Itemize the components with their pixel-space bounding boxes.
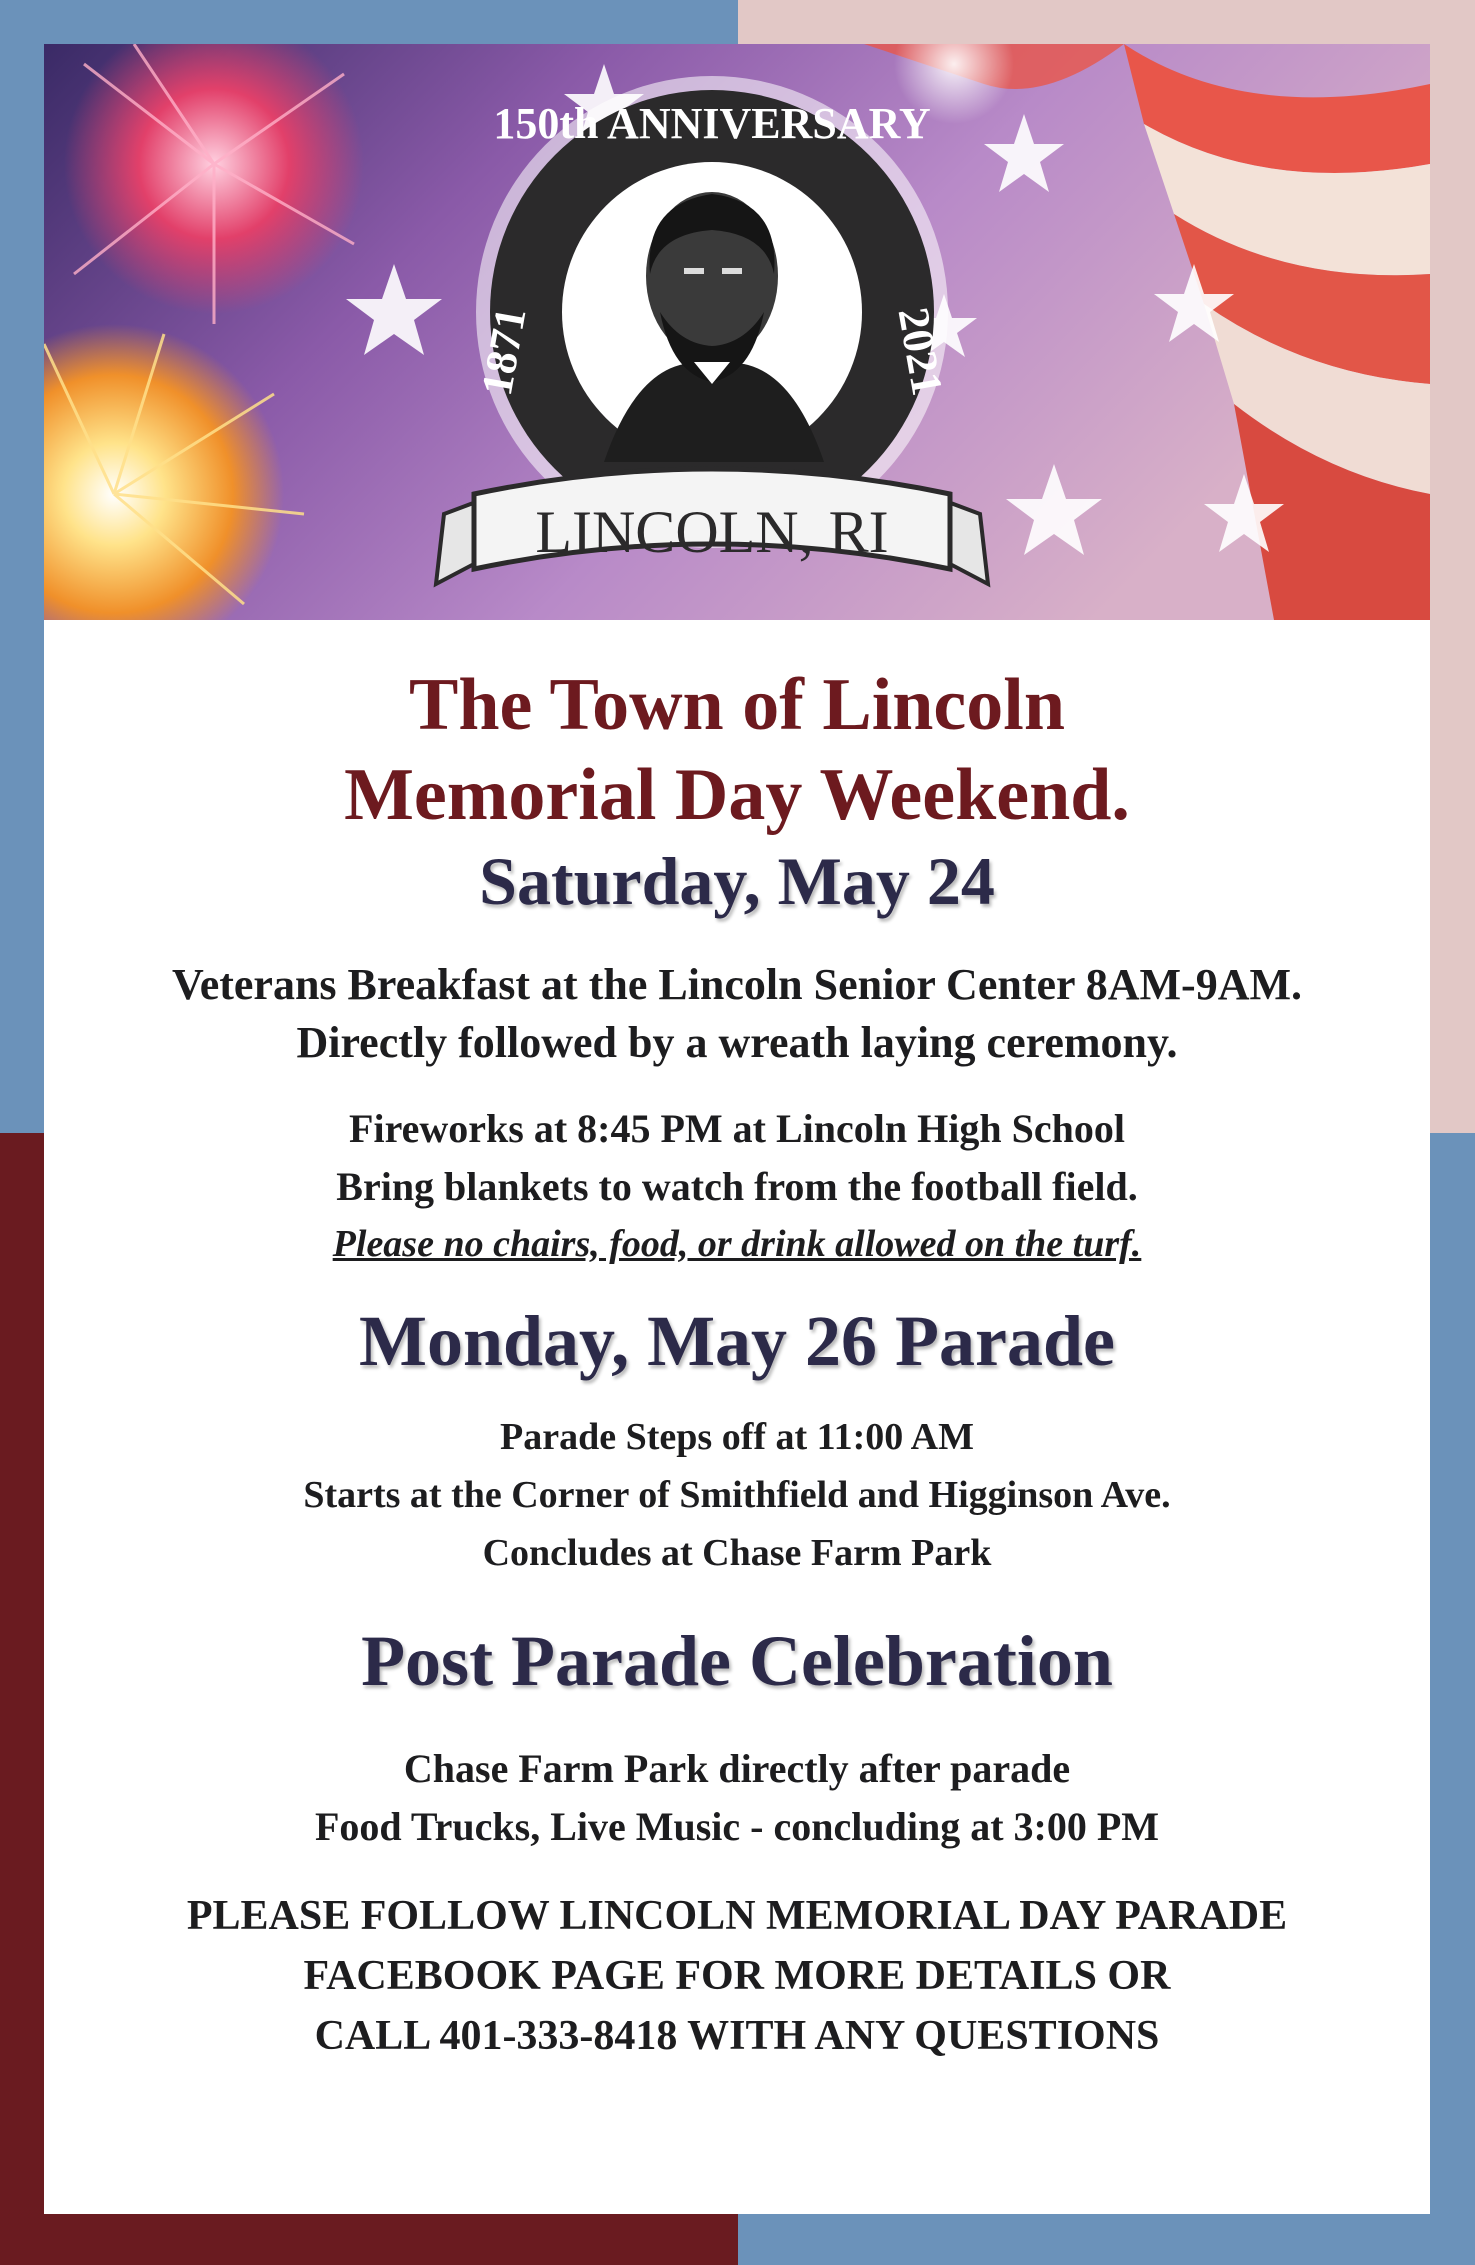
fireworks-line-1: Fireworks at 8:45 PM at Lincoln High School [349, 1106, 1125, 1151]
post-parade-line-1: Chase Farm Park directly after parade [403, 1746, 1071, 1791]
fireworks-note: Please no chairs, food, or drink allowed on the turf. [332, 1223, 1142, 1265]
flyer-content [44, 620, 1430, 2066]
footer-line-3: CALL 401-333-8418 WITH ANY QUESTIONS [314, 2013, 1160, 2059]
breakfast-line-1: Veterans Breakfast at the Lincoln Senior Center 8AM-9AM. [171, 960, 1303, 1009]
anniversary-banner [44, 44, 1430, 620]
seal-year-right: 2021 [888, 303, 953, 400]
fireworks-line-2: Bring blankets to watch from the football field. [336, 1164, 1138, 1209]
footer-line-2: FACEBOOK PAGE FOR MORE DETAILS OR [303, 1953, 1171, 1999]
post-parade-line-2: Food Trucks, Live Music - concluding at 3:00 PM [314, 1804, 1160, 1849]
saturday-heading: Saturday, May 24 [479, 843, 995, 919]
parade-line-2: Starts at the Corner of Smithfield and Higginson Ave. [303, 1474, 1171, 1516]
footer-line-1: PLEASE FOLLOW LINCOLN MEMORIAL DAY PARADE [186, 1893, 1288, 1939]
parade-line-1: Parade Steps off at 11:00 AM [500, 1416, 974, 1458]
breakfast-line-2: Directly followed by a wreath laying ceremony. [296, 1018, 1178, 1067]
parade-line-3: Concludes at Chase Farm Park [482, 1532, 992, 1574]
seal-ribbon-text: LINCOLN, RI [535, 499, 889, 565]
monday-heading: Monday, May 26 Parade [359, 1301, 1115, 1381]
title-line-1: The Town of Lincoln [409, 664, 1065, 746]
seal-year-left: 1871 [471, 303, 536, 400]
title-line-2: Memorial Day Weekend. [344, 754, 1130, 836]
post-parade-heading: Post Parade Celebration [361, 1621, 1113, 1701]
flyer-panel [44, 44, 1430, 2214]
seal-arc-text: 150th ANNIVERSARY [493, 99, 931, 148]
